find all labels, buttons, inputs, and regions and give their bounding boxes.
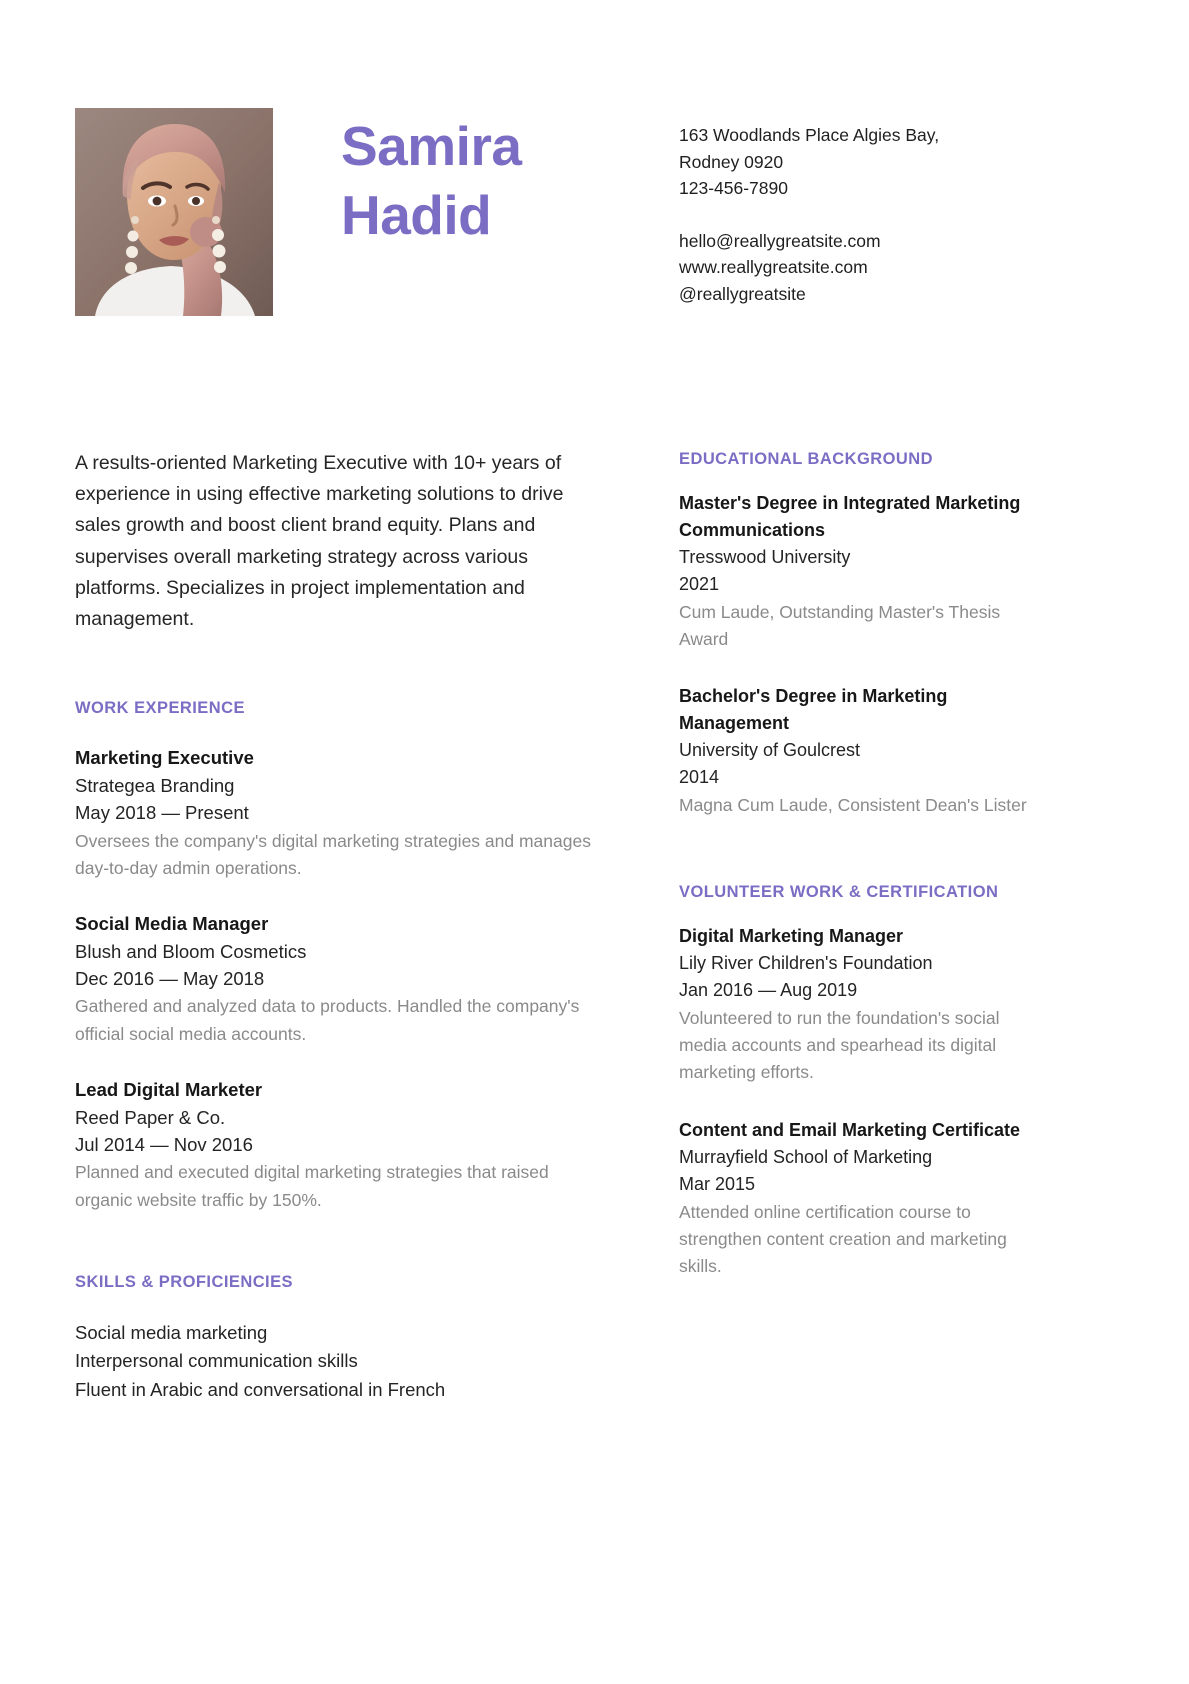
job-dates: May 2018 — Present bbox=[75, 802, 249, 824]
skills-heading: SKILLS & PROFICIENCIES bbox=[75, 1272, 294, 1291]
job-role: Social Media Manager bbox=[75, 912, 269, 934]
degree-name: Master's Degree in Integrated Marketing Communications bbox=[679, 492, 1021, 540]
job-company: Blush and Bloom Cosmetics bbox=[75, 940, 307, 962]
work-entry bbox=[75, 911, 595, 1049]
school-name: Tresswood University bbox=[679, 546, 851, 567]
contact-info bbox=[679, 122, 1039, 308]
certificate-org: Murrayfield School of Marketing bbox=[679, 1146, 933, 1167]
volunteer-heading: VOLUNTEER WORK & CERTIFICATION bbox=[679, 883, 999, 902]
honors: Magna Cum Laude, Consistent Dean's Lister bbox=[679, 795, 1027, 816]
work-experience-heading: WORK EXPERIENCE bbox=[75, 699, 245, 718]
profile-photo bbox=[75, 108, 273, 316]
job-description: Gathered and analyzed data to products. Handled the company's official social media accounts. bbox=[75, 996, 580, 1045]
list-item: Fluent in Arabic and conversational in French bbox=[75, 1378, 446, 1400]
address-line-1: 163 Woodlands Place Algies Bay, bbox=[679, 125, 940, 145]
job-role: Marketing Executive bbox=[75, 747, 254, 769]
work-experience-section bbox=[75, 697, 595, 1214]
education-entry bbox=[679, 490, 1039, 653]
job-dates: Jul 2014 — Nov 2016 bbox=[75, 1133, 253, 1155]
volunteer-entry bbox=[679, 923, 1039, 1086]
right-column bbox=[679, 448, 1039, 1310]
portrait-illustration bbox=[75, 108, 273, 316]
honors: Cum Laude, Outstanding Master's Thesis Award bbox=[679, 601, 1001, 650]
social-handle[interactable]: @reallygreatsite bbox=[679, 283, 806, 304]
volunteer-org: Lily River Children's Foundation bbox=[679, 953, 933, 974]
professional-summary: A results-oriented Marketing Executive with 10+ years of experience in using effective marketing solutions to drive sales growth and boost client brand equity. Plans and supervises overall marketing strategy across various platforms. Specializes in project implementation and management. bbox=[75, 452, 564, 630]
volunteer-section bbox=[679, 881, 1039, 1280]
left-column bbox=[75, 448, 595, 1405]
contact-address-group bbox=[679, 122, 1039, 202]
certificate-dates: Mar 2015 bbox=[679, 1173, 756, 1194]
contact-online-group bbox=[679, 228, 1039, 308]
resume-header bbox=[0, 0, 1189, 420]
job-company: Reed Paper & Co. bbox=[75, 1106, 226, 1128]
work-entry bbox=[75, 1077, 595, 1215]
email-address[interactable]: hello@reallygreatsite.com bbox=[679, 230, 881, 251]
address-line-2: Rodney 0920 bbox=[679, 151, 784, 172]
volunteer-description: Volunteered to run the foundation's social media accounts and spearhead its digital marketing efforts. bbox=[679, 1008, 1000, 1083]
job-description: Planned and executed digital marketing strategies that raised organic website traffic by 150%. bbox=[75, 1162, 549, 1210]
job-dates: Dec 2016 — May 2018 bbox=[75, 968, 265, 990]
certificate-name: Content and Email Marketing Certificate bbox=[679, 1119, 1021, 1140]
volunteer-entry bbox=[679, 1117, 1039, 1280]
job-description: Oversees the company's digital marketing strategies and manages day-to-day admin operations. bbox=[75, 830, 591, 879]
list-item: Social media marketing bbox=[75, 1321, 268, 1343]
education-section bbox=[679, 448, 1039, 819]
candidate-name bbox=[341, 112, 661, 251]
school-name: University of Goulcrest bbox=[679, 740, 861, 761]
certificate-description: Attended online certification course to strengthen content creation and marketing skills. bbox=[679, 1201, 1007, 1276]
skills-list bbox=[75, 1319, 595, 1405]
last-name: Hadid bbox=[341, 184, 492, 247]
graduation-year: 2014 bbox=[679, 767, 720, 788]
first-name: Samira bbox=[341, 115, 522, 177]
degree-name: Bachelor's Degree in Marketing Management bbox=[679, 686, 948, 734]
volunteer-role: Digital Marketing Manager bbox=[679, 926, 904, 947]
job-company: Strategea Branding bbox=[75, 774, 235, 796]
website-url[interactable]: www.reallygreatsite.com bbox=[679, 257, 868, 278]
list-item: Interpersonal communication skills bbox=[75, 1350, 358, 1372]
phone-number: 123-456-7890 bbox=[679, 178, 788, 199]
volunteer-dates: Jan 2016 — Aug 2019 bbox=[679, 980, 858, 1001]
education-heading: EDUCATIONAL BACKGROUND bbox=[679, 450, 934, 468]
education-entry bbox=[679, 683, 1039, 819]
job-role: Lead Digital Marketer bbox=[75, 1078, 263, 1100]
graduation-year: 2021 bbox=[679, 573, 720, 594]
skills-section bbox=[75, 1271, 595, 1405]
work-entry bbox=[75, 745, 595, 883]
